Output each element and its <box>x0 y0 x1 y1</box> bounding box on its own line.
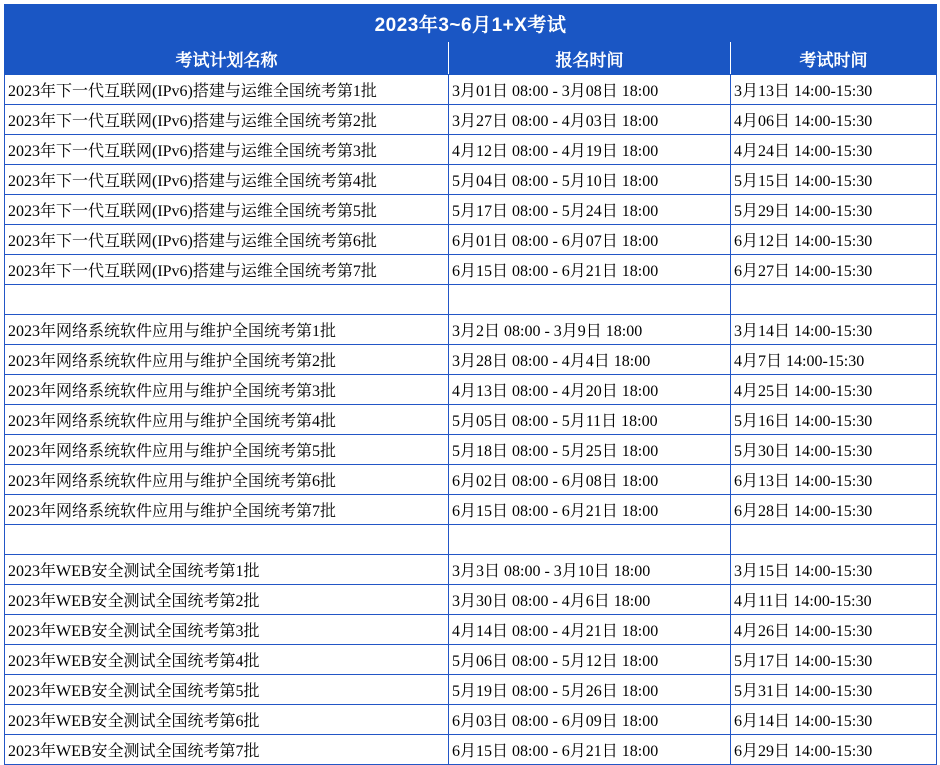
table-row <box>5 165 937 195</box>
table-row <box>5 495 937 525</box>
cell-registration-time: 6月03日 08:00 - 6月09日 18:00 <box>449 705 731 735</box>
cell-plan-name: 2023年网络系统软件应用与维护全国统考第2批 <box>5 345 449 375</box>
cell-exam-time: 4月24日 14:00-15:30 <box>731 135 937 165</box>
cell-exam-time: 5月17日 14:00-15:30 <box>731 645 937 675</box>
cell-exam-time: 5月15日 14:00-15:30 <box>731 165 937 195</box>
cell-plan-name: 2023年网络系统软件应用与维护全国统考第6批 <box>5 465 449 495</box>
column-header-registration-time: 报名时间 <box>449 42 731 75</box>
cell-plan-name: 2023年网络系统软件应用与维护全国统考第7批 <box>5 495 449 525</box>
cell-exam-time: 3月14日 14:00-15:30 <box>731 315 937 345</box>
table-row <box>5 75 937 105</box>
cell-exam-time: 6月14日 14:00-15:30 <box>731 705 937 735</box>
table-row <box>5 705 937 735</box>
cell-plan-name: 2023年网络系统软件应用与维护全国统考第1批 <box>5 315 449 345</box>
cell-plan-name: 2023年WEB安全测试全国统考第1批 <box>5 555 449 585</box>
table-row <box>5 675 937 705</box>
table-row-spacer <box>5 285 937 315</box>
cell-registration-time: 6月01日 08:00 - 6月07日 18:00 <box>449 225 731 255</box>
table-row <box>5 375 937 405</box>
table-row <box>5 315 937 345</box>
cell-exam-time: 4月25日 14:00-15:30 <box>731 375 937 405</box>
cell-registration-time: 3月27日 08:00 - 4月03日 18:00 <box>449 105 731 135</box>
cell-exam-time: 6月12日 14:00-15:30 <box>731 225 937 255</box>
table-body <box>5 5 937 765</box>
table-row <box>5 135 937 165</box>
cell-plan-name <box>5 285 449 315</box>
table-row <box>5 465 937 495</box>
cell-plan-name: 2023年WEB安全测试全国统考第5批 <box>5 675 449 705</box>
cell-plan-name: 2023年网络系统软件应用与维护全国统考第3批 <box>5 375 449 405</box>
cell-exam-time: 3月15日 14:00-15:30 <box>731 555 937 585</box>
cell-registration-time: 5月18日 08:00 - 5月25日 18:00 <box>449 435 731 465</box>
cell-plan-name: 2023年WEB安全测试全国统考第4批 <box>5 645 449 675</box>
table-row <box>5 735 937 765</box>
cell-exam-time: 4月11日 14:00-15:30 <box>731 585 937 615</box>
cell-registration-time: 4月12日 08:00 - 4月19日 18:00 <box>449 135 731 165</box>
table-row <box>5 645 937 675</box>
cell-exam-time: 4月7日 14:00-15:30 <box>731 345 937 375</box>
cell-plan-name: 2023年WEB安全测试全国统考第3批 <box>5 615 449 645</box>
table-title-row <box>5 5 937 42</box>
cell-registration-time: 5月04日 08:00 - 5月10日 18:00 <box>449 165 731 195</box>
cell-plan-name: 2023年WEB安全测试全国统考第7批 <box>5 735 449 765</box>
cell-registration-time: 6月15日 08:00 - 6月21日 18:00 <box>449 495 731 525</box>
cell-registration-time: 3月28日 08:00 - 4月4日 18:00 <box>449 345 731 375</box>
cell-registration-time: 5月06日 08:00 - 5月12日 18:00 <box>449 645 731 675</box>
cell-exam-time: 4月06日 14:00-15:30 <box>731 105 937 135</box>
cell-registration-time: 4月13日 08:00 - 4月20日 18:00 <box>449 375 731 405</box>
cell-registration-time: 5月19日 08:00 - 5月26日 18:00 <box>449 675 731 705</box>
table-row <box>5 615 937 645</box>
cell-registration-time: 3月3日 08:00 - 3月10日 18:00 <box>449 555 731 585</box>
cell-registration-time: 5月17日 08:00 - 5月24日 18:00 <box>449 195 731 225</box>
table-row <box>5 345 937 375</box>
cell-registration-time: 3月2日 08:00 - 3月9日 18:00 <box>449 315 731 345</box>
table-row <box>5 435 937 465</box>
cell-exam-time: 6月28日 14:00-15:30 <box>731 495 937 525</box>
table-row <box>5 225 937 255</box>
cell-registration-time <box>449 285 731 315</box>
exam-schedule-table <box>4 4 937 765</box>
cell-registration-time: 6月02日 08:00 - 6月08日 18:00 <box>449 465 731 495</box>
cell-plan-name: 2023年下一代互联网(IPv6)搭建与运维全国统考第2批 <box>5 105 449 135</box>
cell-exam-time <box>731 525 937 555</box>
table-row <box>5 105 937 135</box>
cell-registration-time: 3月01日 08:00 - 3月08日 18:00 <box>449 75 731 105</box>
cell-registration-time: 5月05日 08:00 - 5月11日 18:00 <box>449 405 731 435</box>
cell-plan-name: 2023年下一代互联网(IPv6)搭建与运维全国统考第4批 <box>5 165 449 195</box>
cell-exam-time: 4月26日 14:00-15:30 <box>731 615 937 645</box>
table-row <box>5 585 937 615</box>
cell-exam-time: 6月27日 14:00-15:30 <box>731 255 937 285</box>
cell-plan-name: 2023年下一代互联网(IPv6)搭建与运维全国统考第5批 <box>5 195 449 225</box>
cell-plan-name: 2023年网络系统软件应用与维护全国统考第4批 <box>5 405 449 435</box>
table-row <box>5 555 937 585</box>
cell-exam-time: 5月31日 14:00-15:30 <box>731 675 937 705</box>
cell-registration-time: 6月15日 08:00 - 6月21日 18:00 <box>449 255 731 285</box>
column-header-plan-name: 考试计划名称 <box>5 42 449 75</box>
cell-plan-name: 2023年WEB安全测试全国统考第2批 <box>5 585 449 615</box>
cell-plan-name: 2023年下一代互联网(IPv6)搭建与运维全国统考第3批 <box>5 135 449 165</box>
cell-registration-time <box>449 525 731 555</box>
cell-exam-time: 6月29日 14:00-15:30 <box>731 735 937 765</box>
column-header-exam-time: 考试时间 <box>731 42 937 75</box>
cell-exam-time: 6月13日 14:00-15:30 <box>731 465 937 495</box>
cell-exam-time <box>731 285 937 315</box>
cell-exam-time: 5月30日 14:00-15:30 <box>731 435 937 465</box>
cell-registration-time: 4月14日 08:00 - 4月21日 18:00 <box>449 615 731 645</box>
page-title: 2023年3~6月1+X考试 <box>5 5 937 42</box>
cell-registration-time: 6月15日 08:00 - 6月21日 18:00 <box>449 735 731 765</box>
cell-exam-time: 5月29日 14:00-15:30 <box>731 195 937 225</box>
cell-exam-time: 3月13日 14:00-15:30 <box>731 75 937 105</box>
table-header-row <box>5 42 937 75</box>
table-row <box>5 405 937 435</box>
cell-plan-name: 2023年下一代互联网(IPv6)搭建与运维全国统考第6批 <box>5 225 449 255</box>
table-row <box>5 255 937 285</box>
cell-plan-name: 2023年下一代互联网(IPv6)搭建与运维全国统考第7批 <box>5 255 449 285</box>
cell-plan-name <box>5 525 449 555</box>
cell-plan-name: 2023年WEB安全测试全国统考第6批 <box>5 705 449 735</box>
cell-plan-name: 2023年网络系统软件应用与维护全国统考第5批 <box>5 435 449 465</box>
table-row-spacer <box>5 525 937 555</box>
cell-registration-time: 3月30日 08:00 - 4月6日 18:00 <box>449 585 731 615</box>
table-row <box>5 195 937 225</box>
cell-exam-time: 5月16日 14:00-15:30 <box>731 405 937 435</box>
cell-plan-name: 2023年下一代互联网(IPv6)搭建与运维全国统考第1批 <box>5 75 449 105</box>
